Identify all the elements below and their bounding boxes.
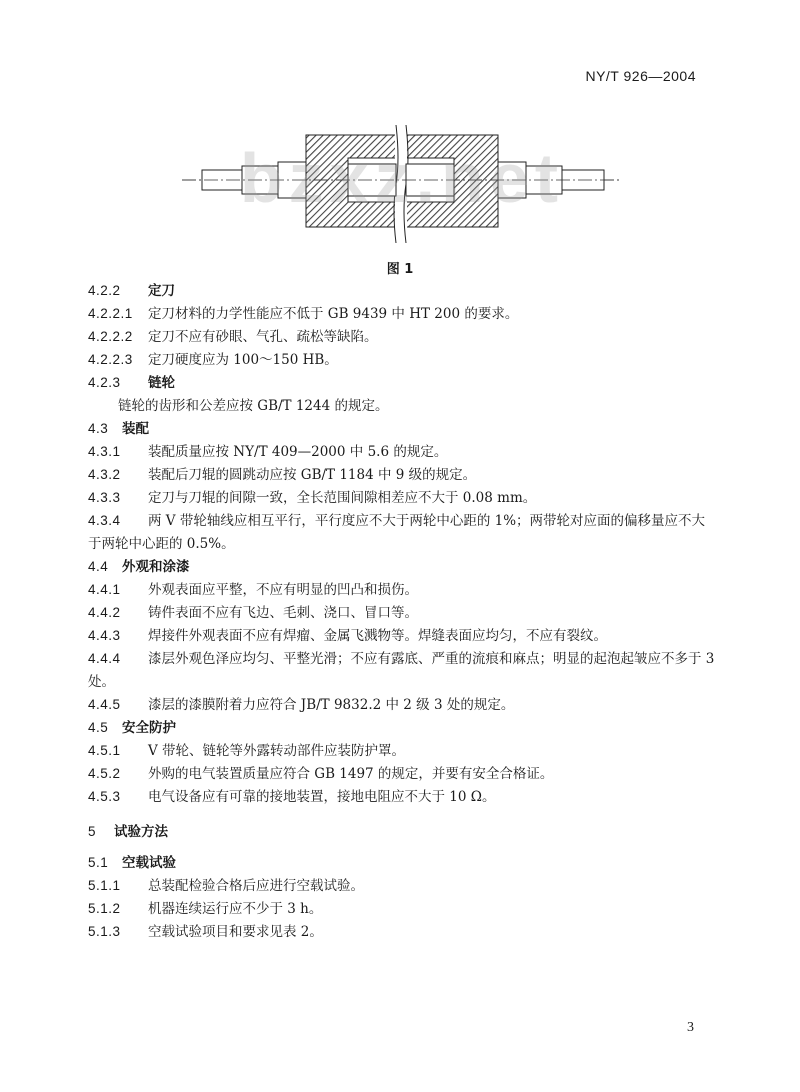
text-line [88, 465, 710, 485]
clause-text: V 带轮、链轮等外露转动部件应装防护罩。 [148, 743, 406, 759]
clause-number: 4.2.2.1 [88, 306, 133, 321]
clause-number: 4.4.4 [88, 651, 121, 666]
heading-text: 外观和涂漆 [122, 559, 190, 575]
clause-number: 5 [88, 824, 97, 839]
text-line [88, 603, 710, 623]
text-line [88, 511, 710, 531]
clause-text: 链轮的齿形和公差应按 GB/T 1244 的规定。 [118, 398, 389, 414]
clause-number: 4.4.2 [88, 605, 121, 620]
clause-number: 4.2.2 [88, 283, 121, 298]
heading-text: 链轮 [148, 375, 175, 391]
clause-text: 漆层外观色泽应均匀、平整光滑；不应有露底、严重的流痕和麻点；明显的起泡起皱应不多于 3 [148, 651, 715, 667]
clause-number: 4.4.1 [88, 582, 121, 597]
text-line [88, 922, 710, 942]
text-line [88, 695, 710, 715]
clause-number: 4.5.2 [88, 766, 121, 781]
clause-text: 定刀与刀辊的间隙一致，全长范围间隙相差应不大于 0.08 mm。 [148, 490, 537, 506]
clause-text: 定刀不应有砂眼、气孔、疏松等缺陷。 [148, 329, 378, 345]
clause-number: 5.1.1 [88, 878, 121, 893]
clause-text: 总装配检验合格后应进行空载试验。 [148, 878, 364, 894]
clause-text: 定刀硬度应为 100～150 HB。 [148, 352, 338, 368]
section-heading [88, 373, 710, 393]
text-line [88, 899, 710, 919]
clause-text: 装配质量应按 NY/T 409—2000 中 5.6 的规定。 [148, 444, 448, 460]
text-line [88, 626, 710, 646]
clause-number: 4.5.1 [88, 743, 121, 758]
text-line [88, 649, 715, 669]
clause-number: 4.3.4 [88, 513, 121, 528]
clause-text: 装配后刀辊的圆跳动应按 GB/T 1184 中 9 级的规定。 [148, 467, 477, 483]
watermark [240, 139, 564, 217]
text-line [88, 534, 710, 554]
clause-number: 4.5 [88, 720, 109, 735]
text-line [88, 787, 710, 807]
clause-number: 4.2.2.2 [88, 329, 133, 344]
clause-number: 5.1.3 [88, 924, 121, 939]
section-heading [88, 853, 710, 873]
watermark-text: bzxz.net [239, 139, 565, 217]
text-line [118, 396, 710, 416]
clause-number: 4.4.3 [88, 628, 121, 643]
standard-code: NY/T 926—2004 [585, 68, 696, 84]
clause-text: 处。 [88, 674, 115, 690]
text-line [88, 442, 710, 462]
text-line [88, 741, 710, 761]
clause-number: 4.4 [88, 559, 109, 574]
section-heading [88, 281, 710, 301]
section-heading [88, 822, 710, 842]
clause-text: 机器连续运行应不少于 3 h。 [148, 901, 323, 917]
figure-1-shaft-drawing [182, 120, 622, 250]
heading-text: 安全防护 [122, 720, 176, 736]
clause-number: 5.1 [88, 855, 109, 870]
clause-text: 外观表面应平整，不应有明显的凹凸和损伤。 [148, 582, 418, 598]
text-line [88, 304, 710, 324]
clause-number: 4.3.3 [88, 490, 121, 505]
section-heading [88, 419, 710, 439]
text-line [88, 672, 710, 692]
heading-text: 试验方法 [114, 824, 168, 840]
clause-number: 5.1.2 [88, 901, 121, 916]
heading-text: 定刀 [148, 283, 175, 299]
heading-text: 装配 [122, 421, 149, 437]
text-line [88, 350, 710, 370]
clause-text: 空载试验项目和要求见表 2。 [148, 924, 323, 940]
text-line [88, 488, 710, 508]
clause-text: 焊接件外观表面不应有焊瘤、金属飞溅物等。焊缝表面应均匀，不应有裂纹。 [148, 628, 607, 644]
clause-number: 4.3 [88, 421, 109, 436]
clause-text: 于两轮中心距的 0.5%。 [88, 536, 235, 552]
heading-text: 空载试验 [122, 855, 176, 871]
clause-text: 定刀材料的力学性能应不低于 GB 9439 中 HT 200 的要求。 [148, 306, 519, 322]
text-line [88, 580, 710, 600]
clause-text: 两 V 带轮轴线应相互平行，平行度应不大于两轮中心距的 1%；两带轮对应面的偏移量应不大 [148, 513, 706, 529]
page-number: 3 [687, 1020, 694, 1035]
clause-text: 铸件表面不应有飞边、毛刺、浇口、冒口等。 [148, 605, 418, 621]
figure-caption: 图 1 [386, 262, 414, 277]
clause-text: 外购的电气装置质量应符合 GB 1497 的规定，并要有安全合格证。 [148, 766, 554, 782]
clause-number: 4.5.3 [88, 789, 121, 804]
clause-number: 4.2.3 [88, 375, 121, 390]
section-heading [88, 557, 710, 577]
clause-number: 4.2.2.3 [88, 352, 133, 367]
section-heading [88, 718, 710, 738]
clause-number: 4.3.1 [88, 444, 121, 459]
clause-text: 电气设备应有可靠的接地装置，接地电阻应不大于 10 Ω。 [148, 789, 496, 805]
text-line [88, 327, 710, 347]
clause-number: 4.4.5 [88, 697, 121, 712]
text-line [88, 764, 710, 784]
clause-text: 漆层的漆膜附着力应符合 JB/T 9832.2 中 2 级 3 处的规定。 [148, 697, 515, 713]
text-line [88, 876, 710, 896]
clause-number: 4.3.2 [88, 467, 121, 482]
